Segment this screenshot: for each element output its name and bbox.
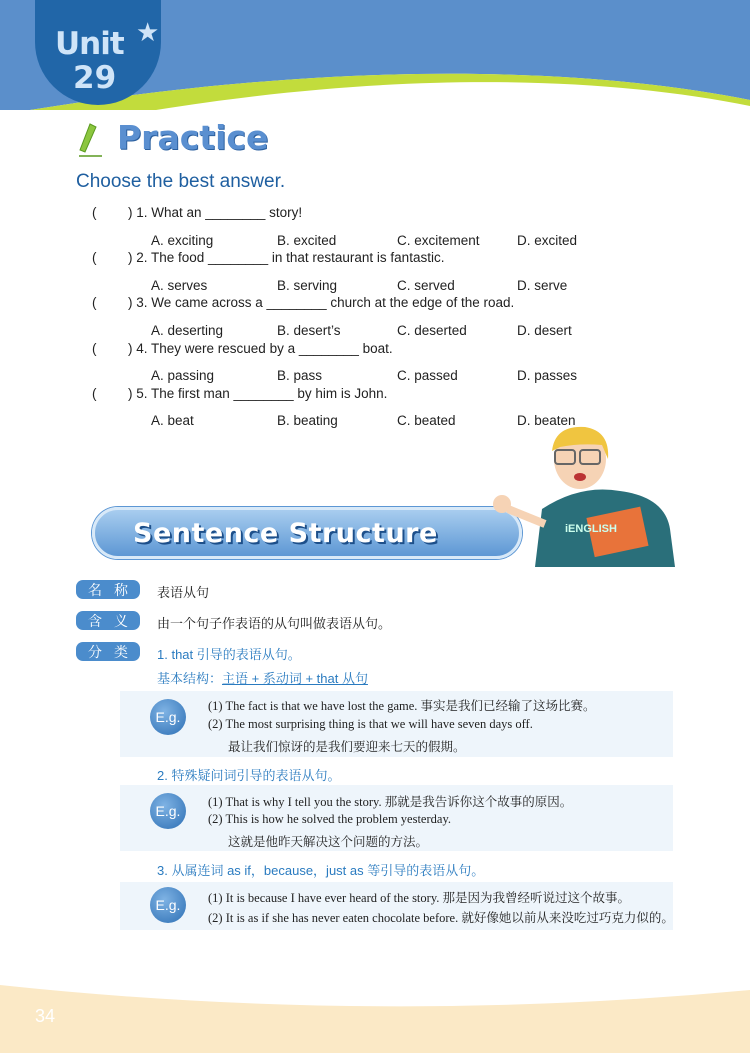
eg-badge: E.g. bbox=[150, 793, 186, 829]
answer-blank[interactable]: ( bbox=[92, 295, 97, 311]
question bbox=[92, 386, 652, 406]
answer-option[interactable]: A. beat bbox=[151, 413, 194, 429]
example-line: 这就是他昨天解决这个问题的方法。 bbox=[228, 835, 429, 849]
answer-option[interactable]: D. excited bbox=[517, 232, 578, 248]
eg-badge: E.g. bbox=[150, 699, 186, 735]
answer-option[interactable]: C. excitement bbox=[397, 232, 480, 248]
example-line: (1) That is why I tell you the story. 那就是我告诉你这个故事的原因。 bbox=[208, 795, 573, 809]
question bbox=[92, 250, 652, 270]
banner-title: Sentence Structure bbox=[133, 518, 438, 549]
label-category bbox=[76, 642, 140, 661]
question bbox=[92, 205, 652, 225]
name-text: 表语从句 bbox=[157, 585, 210, 600]
answer-option[interactable]: D. desert bbox=[517, 323, 572, 338]
unit-label: Unit bbox=[55, 26, 124, 62]
example-line: (2) It is as if she has never eaten chocolate before. 就好像她以前从来没吃过巧克力似的。 bbox=[208, 911, 674, 925]
question-text: ) 5. The first man ________ by him is John. bbox=[128, 385, 388, 401]
example-box-3 bbox=[120, 882, 673, 930]
example-line: (2) This is how he solved the problem yesterday. bbox=[208, 812, 452, 826]
question-text: ) 4. They were rescued by a ________ boat. bbox=[128, 340, 393, 356]
answer-option[interactable]: B. desert’s bbox=[277, 323, 341, 338]
example-line: (1) The fact is that we have lost the game. 事实是我们已经输了这场比赛。 bbox=[208, 699, 596, 713]
label-char: 类 bbox=[114, 643, 128, 660]
label-char: 名 bbox=[88, 581, 102, 598]
answer-option[interactable]: A. passing bbox=[151, 368, 215, 384]
question-text: ) 2. The food ________ in that restaurant is fantastic. bbox=[128, 250, 445, 266]
structure-formula: 主语 + 系动词 + that 从句 bbox=[222, 671, 368, 686]
answer-blank[interactable]: ( bbox=[92, 250, 97, 266]
section-1-heading: 1. that 引导的表语从句。 bbox=[157, 647, 301, 662]
label-char: 义 bbox=[114, 612, 128, 629]
answer-option[interactable]: C. deserted bbox=[397, 323, 467, 338]
label-meaning bbox=[76, 611, 140, 630]
answer-option[interactable]: B. pass bbox=[277, 368, 323, 384]
answer-option[interactable]: D. beaten bbox=[517, 413, 576, 429]
answer-blank[interactable]: ( bbox=[92, 340, 97, 356]
answer-option[interactable]: C. served bbox=[397, 277, 455, 293]
example-line: 最让我们惊讶的是我们要迎来七天的假期。 bbox=[228, 740, 466, 754]
label-char: 分 bbox=[88, 643, 102, 660]
example-box-1 bbox=[120, 691, 673, 757]
answer-option[interactable]: A. serves bbox=[151, 277, 208, 293]
page-number: 34 bbox=[35, 1006, 56, 1026]
instruction: Choose the best answer. bbox=[76, 171, 286, 192]
meaning-text: 由一个句子作表语的从句叫做表语从句。 bbox=[157, 616, 392, 631]
answer-option[interactable]: C. beated bbox=[397, 413, 456, 429]
shirt-text: iENGLISH bbox=[565, 523, 617, 535]
question-text: ) 3. We came across a ________ church at the edge of the road. bbox=[128, 295, 515, 311]
unit-number: 29 bbox=[73, 60, 117, 96]
answer-option[interactable]: D. serve bbox=[517, 277, 568, 293]
pencil-icon bbox=[76, 122, 104, 158]
example-line: (2) The most surprising thing is that we will have seven days off. bbox=[208, 717, 533, 731]
example-box-2 bbox=[120, 785, 673, 851]
structure-line bbox=[157, 668, 368, 687]
answer-option[interactable]: D. passes bbox=[517, 368, 578, 384]
question bbox=[92, 295, 652, 315]
answer-option[interactable]: C. passed bbox=[397, 368, 458, 384]
answer-option[interactable]: A. exciting bbox=[151, 232, 214, 248]
section-banner bbox=[92, 507, 522, 559]
label-name bbox=[76, 580, 140, 599]
label-char: 称 bbox=[114, 581, 128, 598]
star-icon: ★ bbox=[136, 17, 160, 47]
practice-title: Practice bbox=[117, 118, 269, 157]
answer-option[interactable]: B. serving bbox=[277, 277, 338, 293]
answer-option[interactable]: B. beating bbox=[277, 413, 338, 429]
eg-badge: E.g. bbox=[150, 887, 186, 923]
page-footer bbox=[0, 985, 750, 1053]
teacher-illustration bbox=[480, 417, 680, 567]
answer-option[interactable]: A. deserting bbox=[151, 323, 224, 338]
section-3-heading: 3. 从属连词 as if，because，just as 等引导的表语从句。 bbox=[157, 863, 485, 878]
structure-label: 基本结构： bbox=[157, 671, 223, 686]
question-text: ) 1. What an ________ story! bbox=[128, 205, 303, 220]
answer-option[interactable]: B. excited bbox=[277, 232, 337, 248]
answer-blank[interactable]: ( bbox=[92, 385, 97, 401]
label-char: 含 bbox=[88, 612, 102, 629]
question bbox=[92, 341, 652, 361]
answer-blank[interactable]: ( bbox=[92, 205, 97, 220]
section-2-heading: 2. 特殊疑问词引导的表语从句。 bbox=[157, 768, 341, 783]
example-line: (1) It is because I have ever heard of the story. 那是因为我曾经听说过这个故事。 bbox=[208, 891, 631, 905]
